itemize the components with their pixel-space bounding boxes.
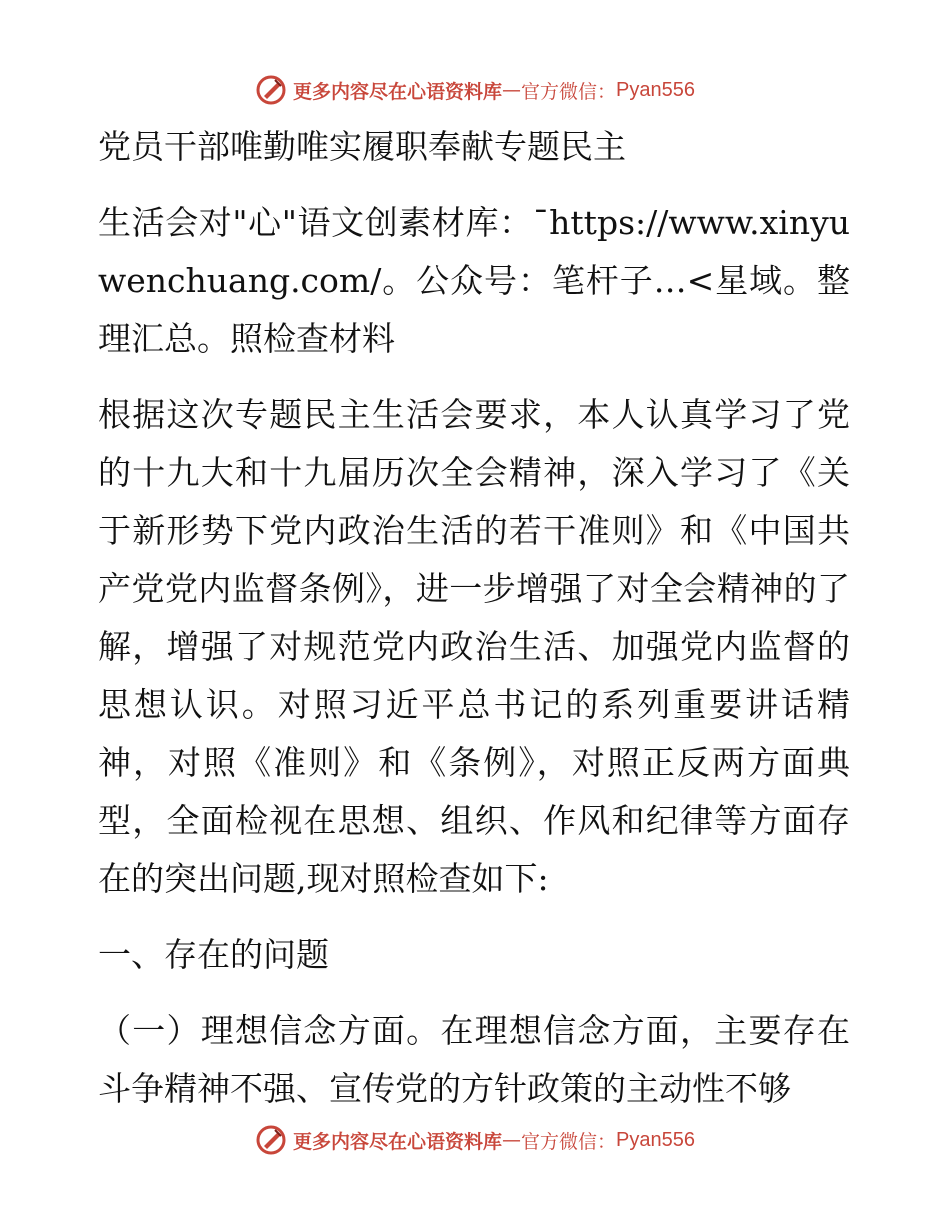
document-title-line1: 党员干部唯勤唯实履职奉献专题民主	[98, 127, 626, 166]
footer-banner	[0, 1120, 950, 1160]
banner-brand-text: 更多内容尽在心语资料库	[293, 1130, 503, 1153]
document-body	[98, 118, 850, 1118]
banner-wechat-label: 官方微信：	[521, 80, 617, 103]
header-banner	[0, 70, 950, 110]
section-heading: 一、存在的问题	[98, 935, 329, 974]
banner-wechat-id: Pyan556	[616, 1128, 695, 1151]
document-title-line2: 生活会对"心"语文创素材库：¯https://www.xinyuwenchuang.com/。公众号：笔杆子…<星域。整理汇总。照检查材料	[98, 203, 850, 358]
brand-logo-icon	[255, 74, 287, 106]
spacer	[98, 368, 850, 386]
banner-separator: —	[502, 79, 522, 101]
banner-wechat-label: 官方微信：	[521, 1130, 617, 1153]
banner-wechat-id: Pyan556	[616, 78, 695, 101]
spacer	[98, 984, 850, 1002]
spacer	[98, 176, 850, 194]
banner-brand-text: 更多内容尽在心语资料库	[293, 80, 503, 103]
spacer	[98, 908, 850, 926]
brand-logo-icon	[255, 1124, 287, 1156]
banner-separator: —	[502, 1129, 522, 1151]
intro-paragraph: 根据这次专题民主生活会要求，本人认真学习了党的十九大和十九届历次全会精神，深入学习了《关于新形势下党内政治生活的若干准则》和《中国共产党党内监督条例》，进一步增强了对全会精神的了解，增强了对规范党内政治生活、加强党内监督的思想认识。对照习近平总书记的系列重要讲话精神，对照《准则》和《条例》，对照正反两方面典型，全面检视在思想、组织、作风和纪律等方面存在的突出问题,现对照检查如下:	[98, 395, 850, 898]
section-paragraph: （一）理想信念方面。在理想信念方面，主要存在斗争精神不强、宣传党的方针政策的主动性不够	[98, 1011, 850, 1108]
